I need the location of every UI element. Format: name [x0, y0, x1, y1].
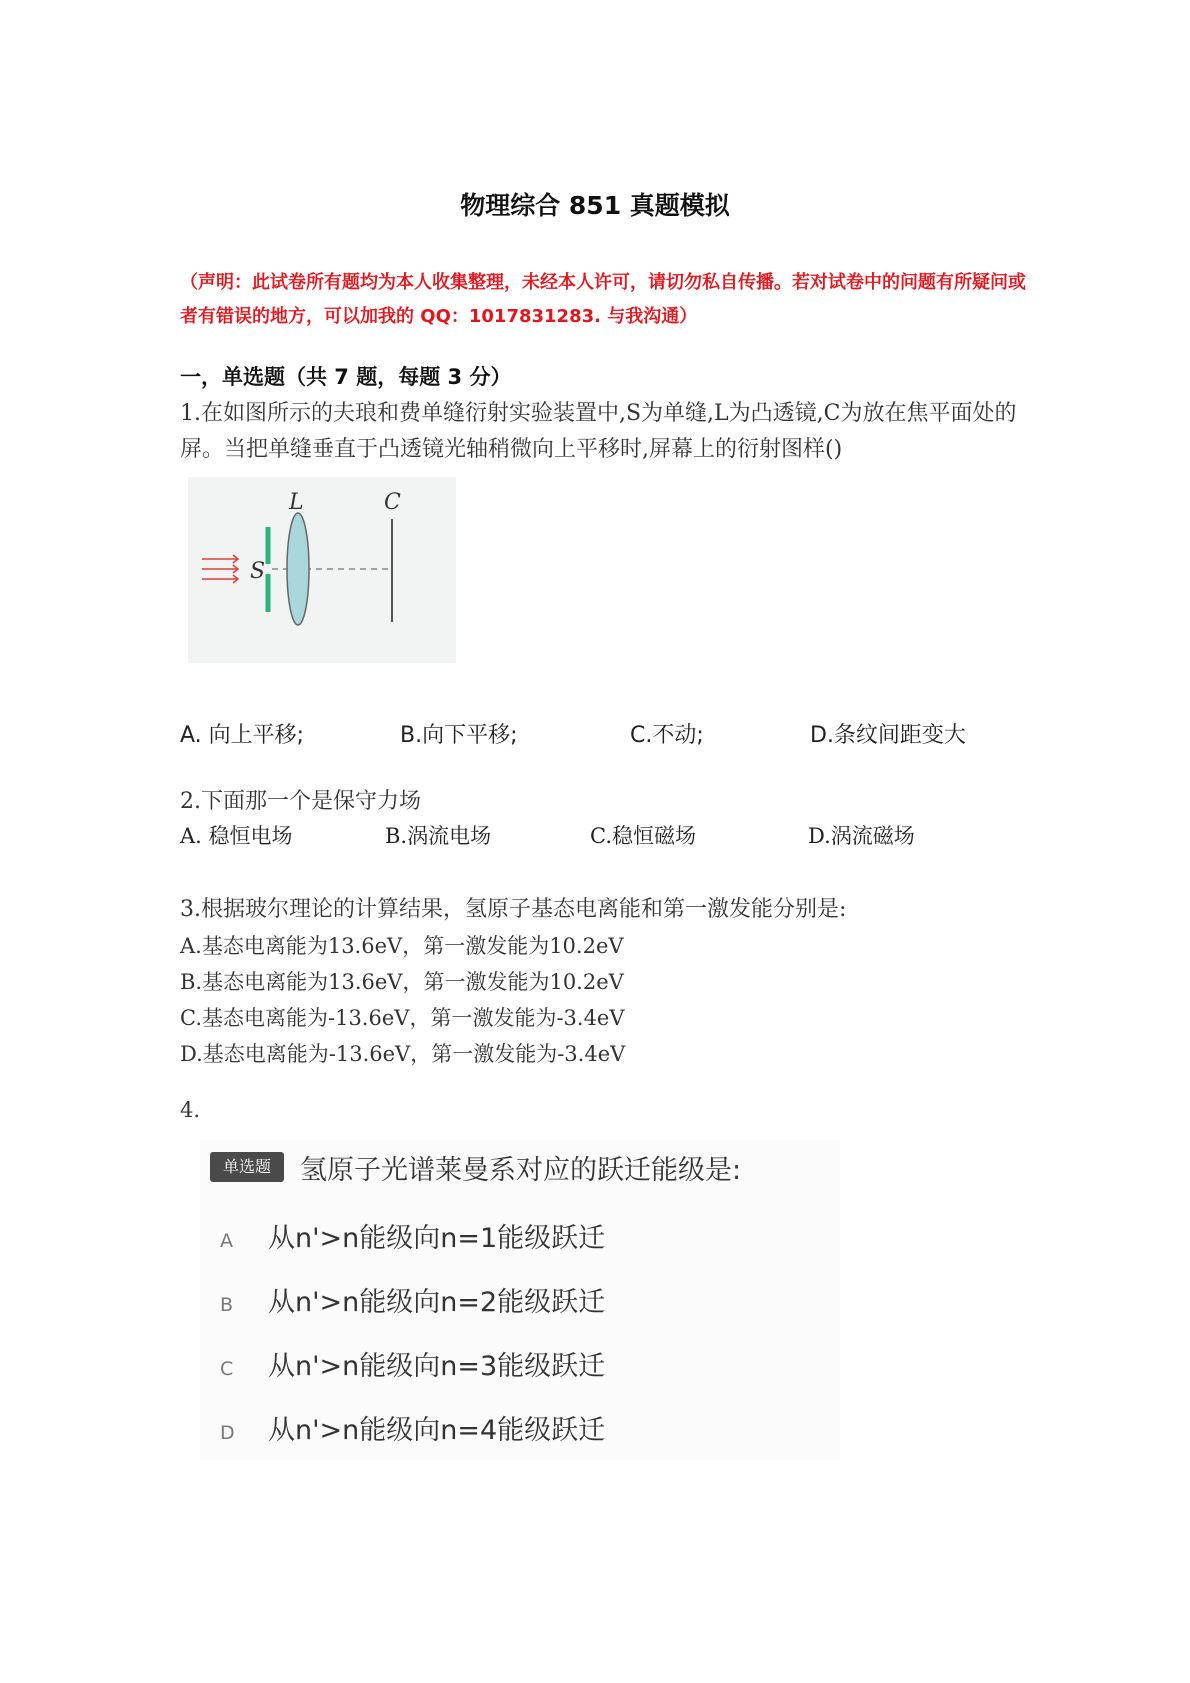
figure-background	[188, 477, 456, 663]
q4-option-d	[220, 1408, 605, 1447]
question-3-stem: 3.根据玻尔理论的计算结果，氢原子基态电离能和第一激发能分别是:	[180, 897, 847, 922]
q2-option-b: B.涡流电场	[385, 824, 492, 848]
option-letter: C	[220, 1358, 234, 1380]
option-text: 从n'>n能级向n=3能级跃迁	[268, 1351, 606, 1382]
q2-option-a: A. 稳恒电场	[180, 824, 293, 848]
page-title: 物理综合 851 真题模拟	[460, 191, 730, 220]
convex-lens	[287, 513, 309, 625]
q4-option-c	[220, 1344, 605, 1383]
q1-option-a: A. 向上平移;	[180, 723, 305, 748]
question-4-number: 4.	[180, 1098, 201, 1122]
screen-label: C	[384, 490, 401, 515]
q3-option-d: D.基态电离能为-13.6eV，第一激发能为-3.4eV	[180, 1042, 626, 1066]
question-1-stem: 1.在如图所示的夫琅和费单缝衍射实验装置中,S为单缝,L为凸透镜,C为放在焦平面处的屏。当把单缝垂直于凸透镜光轴稍微向上平移时,屏幕上的衍射图样()	[180, 401, 1017, 462]
diffraction-diagram	[188, 477, 456, 663]
q1-option-b: B.向下平移;	[400, 723, 518, 748]
lens-label: L	[289, 490, 304, 515]
section-heading: 一，单选题（共 7 题，每题 3 分）	[180, 365, 512, 389]
question-4-screenshot	[200, 1140, 840, 1460]
q2-option-d: D.涡流磁场	[808, 824, 915, 848]
q1-option-d: D.条纹间距变大	[810, 723, 966, 748]
option-letter: D	[220, 1422, 235, 1444]
option-text: 从n'>n能级向n=4能级跃迁	[268, 1415, 606, 1446]
diffraction-setup-figure	[188, 477, 456, 663]
q3-option-b: B.基态电离能为13.6eV，第一激发能为10.2eV	[180, 970, 624, 994]
option-text: 从n'>n能级向n=2能级跃迁	[268, 1287, 606, 1318]
copyright-notice: （声明：此试卷所有题均为本人收集整理，未经本人许可，请切勿私自传播。若对试卷中的问题有所疑问或者有错误的地方，可以加我的 QQ：1017831283. 与我沟通）	[180, 272, 1026, 327]
q1-option-c: C.不动;	[630, 723, 704, 748]
question-4-stem: 氢原子光谱莱曼系对应的跃迁能级是:	[300, 1155, 742, 1186]
q2-option-c: C.稳恒磁场	[590, 824, 696, 848]
option-text: 从n'>n能级向n=1能级跃迁	[268, 1223, 606, 1254]
q4-option-a	[220, 1216, 605, 1255]
question-2-stem: 2.下面那一个是保守力场	[180, 789, 421, 814]
q3-option-c: C.基态电离能为-13.6eV，第一激发能为-3.4eV	[180, 1006, 625, 1030]
q4-option-b	[220, 1280, 605, 1319]
q3-option-a: A.基态电离能为13.6eV，第一激发能为10.2eV	[180, 934, 624, 958]
option-letter: A	[220, 1230, 233, 1252]
slit-label: S	[250, 559, 266, 584]
option-letter: B	[220, 1294, 234, 1316]
question-type-tag: 单选题	[210, 1152, 284, 1182]
